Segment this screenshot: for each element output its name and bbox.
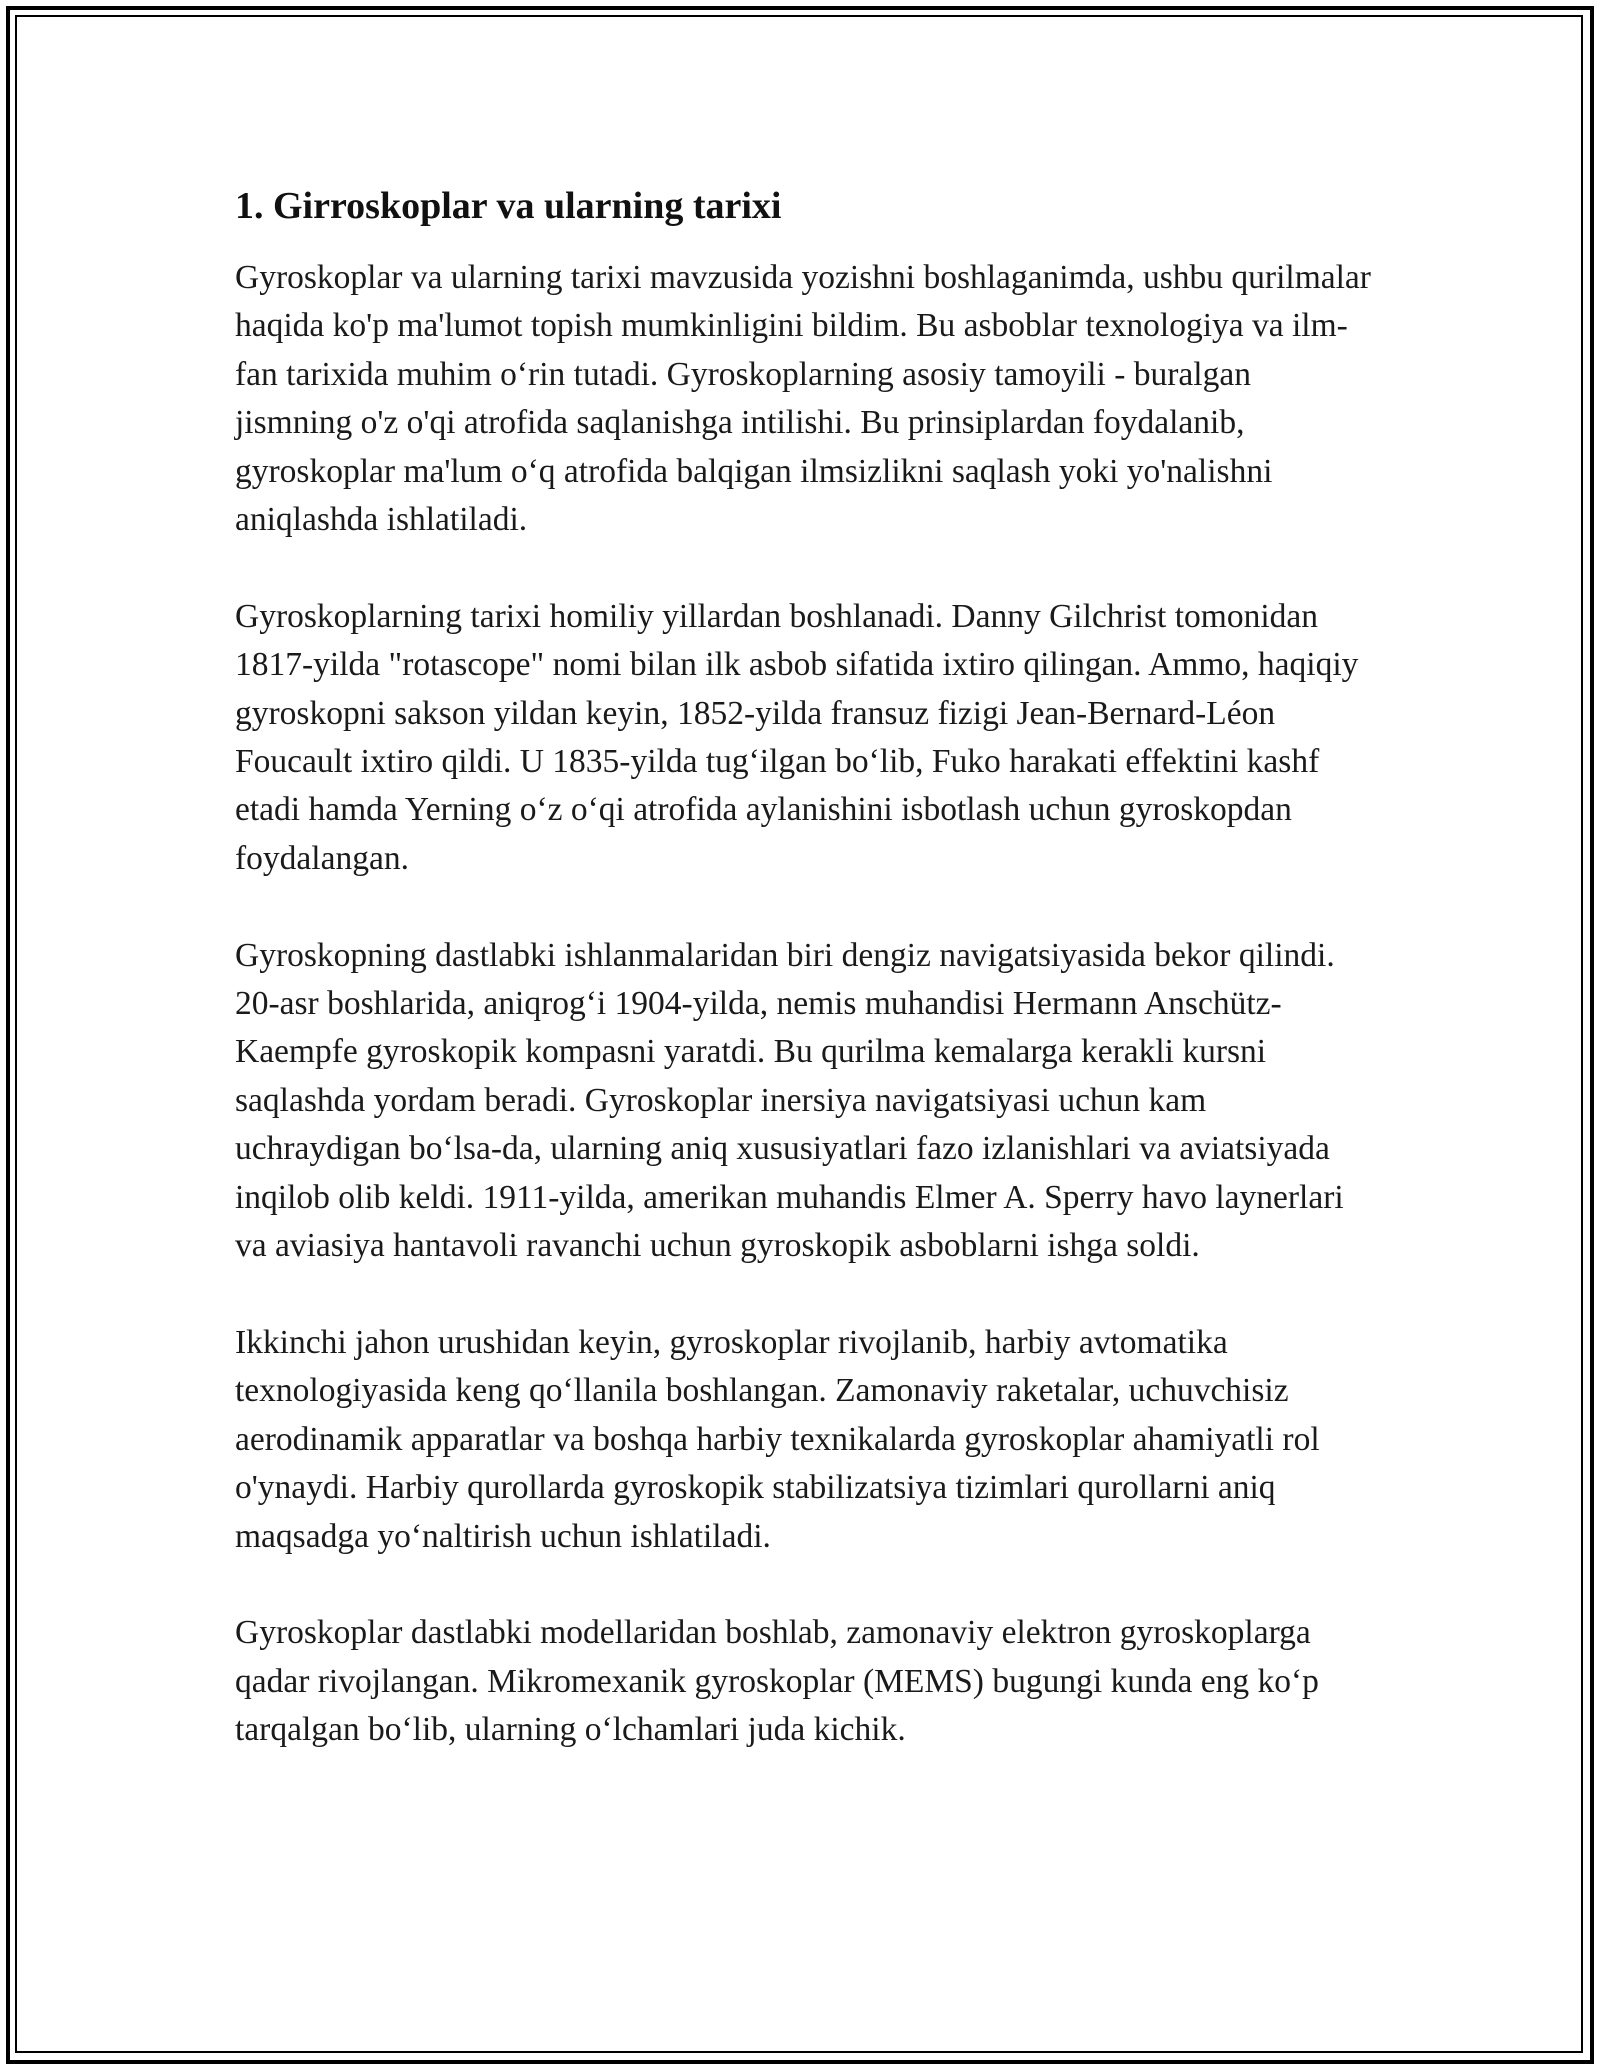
paragraph-1: Gyroskoplar va ularning tarixi mavzusida yozishni boshlaganimda, ushbu qurilmalar haqida ko'p ma'lumot topish mumkinligini bildim. Bu asboblar texnologiya va ilm-fan tarixida muhim o‘rin tutadi. Gyroskoplarning asosiy tamoyili - buralgan jismning o'z o'qi atrofida saqlanishga intilishi. Bu prinsiplardan foydalanib, gyroskoplar ma'lum o‘q atrofida balqigan ilmsizlikni saqlash yoki yo'nalishni aniqlashda ishlatiladi.: [235, 259, 1371, 539]
document-body: [235, 182, 1375, 1755]
paragraph-5: Gyroskoplar dastlabki modellaridan boshlab, zamonaviy elektron gyroskoplarga qadar rivojlangan. Mikromexanik gyroskoplar (MEMS) bugungi kunda eng ko‘p tarqalgan bo‘lib, ularning o‘lchamlari juda kichik.: [235, 1614, 1319, 1749]
paragraph-2: Gyroskoplarning tarixi homiliy yillardan boshlanadi. Danny Gilchrist tomonidan 1817-yilda "rotascope" nomi bilan ilk asbob sifatida ixtiro qilingan. Ammo, haqiqiy gyroskopni sakson yildan keyin, 1852-yilda fransuz fizigi Jean-Bernard-Léon Foucault ixtiro qildi. U 1835-yilda tug‘ilgan bo‘lib, Fuko harakati effektini kashf etadi hamda Yerning o‘z o‘qi atrofida aylanishini isbotlash uchun gyroskopdan foydalangan.: [235, 597, 1359, 877]
paragraph-3: Gyroskopning dastlabki ishlanmalaridan biri dengiz navigatsiyasida bekor qilindi. 20-asr boshlarida, aniqrog‘i 1904-yilda, nemis muhandisi Hermann Anschütz-Kaempfe gyroskopik kompasni yaratdi. Bu qurilma kemalarga kerakli kursni saqlashda yordam beradi. Gyroskoplar inersiya navigatsiyasi uchun kam uchraydigan bo‘lsa-da, ularning aniq xususiyatlari fazo izlanishlari va aviatsiyada inqilob olib keldi. 1911-yilda, amerikan muhandis Elmer A. Sperry havo laynerlari va aviasiya hantavoli ravanchi uchun gyroskopik asboblarni ishga soldi.: [235, 936, 1344, 1265]
section-heading: 1. Girroskoplar va ularning tarixi: [235, 185, 782, 227]
paragraph-4: Ikkinchi jahon urushidan keyin, gyroskoplar rivojlanib, harbiy avtomatika texnologiyasida keng qo‘llanila boshlangan. Zamonaviy raketalar, uchuvchisiz aerodinamik apparatlar va boshqa harbiy texnikalarda gyroskoplar ahamiyatli rol o'ynaydi. Harbiy qurollarda gyroskopik stabilizatsiya tizimlari qurollarni aniq maqsadga yo‘naltirish uchun ishlatiladi.: [235, 1323, 1320, 1555]
